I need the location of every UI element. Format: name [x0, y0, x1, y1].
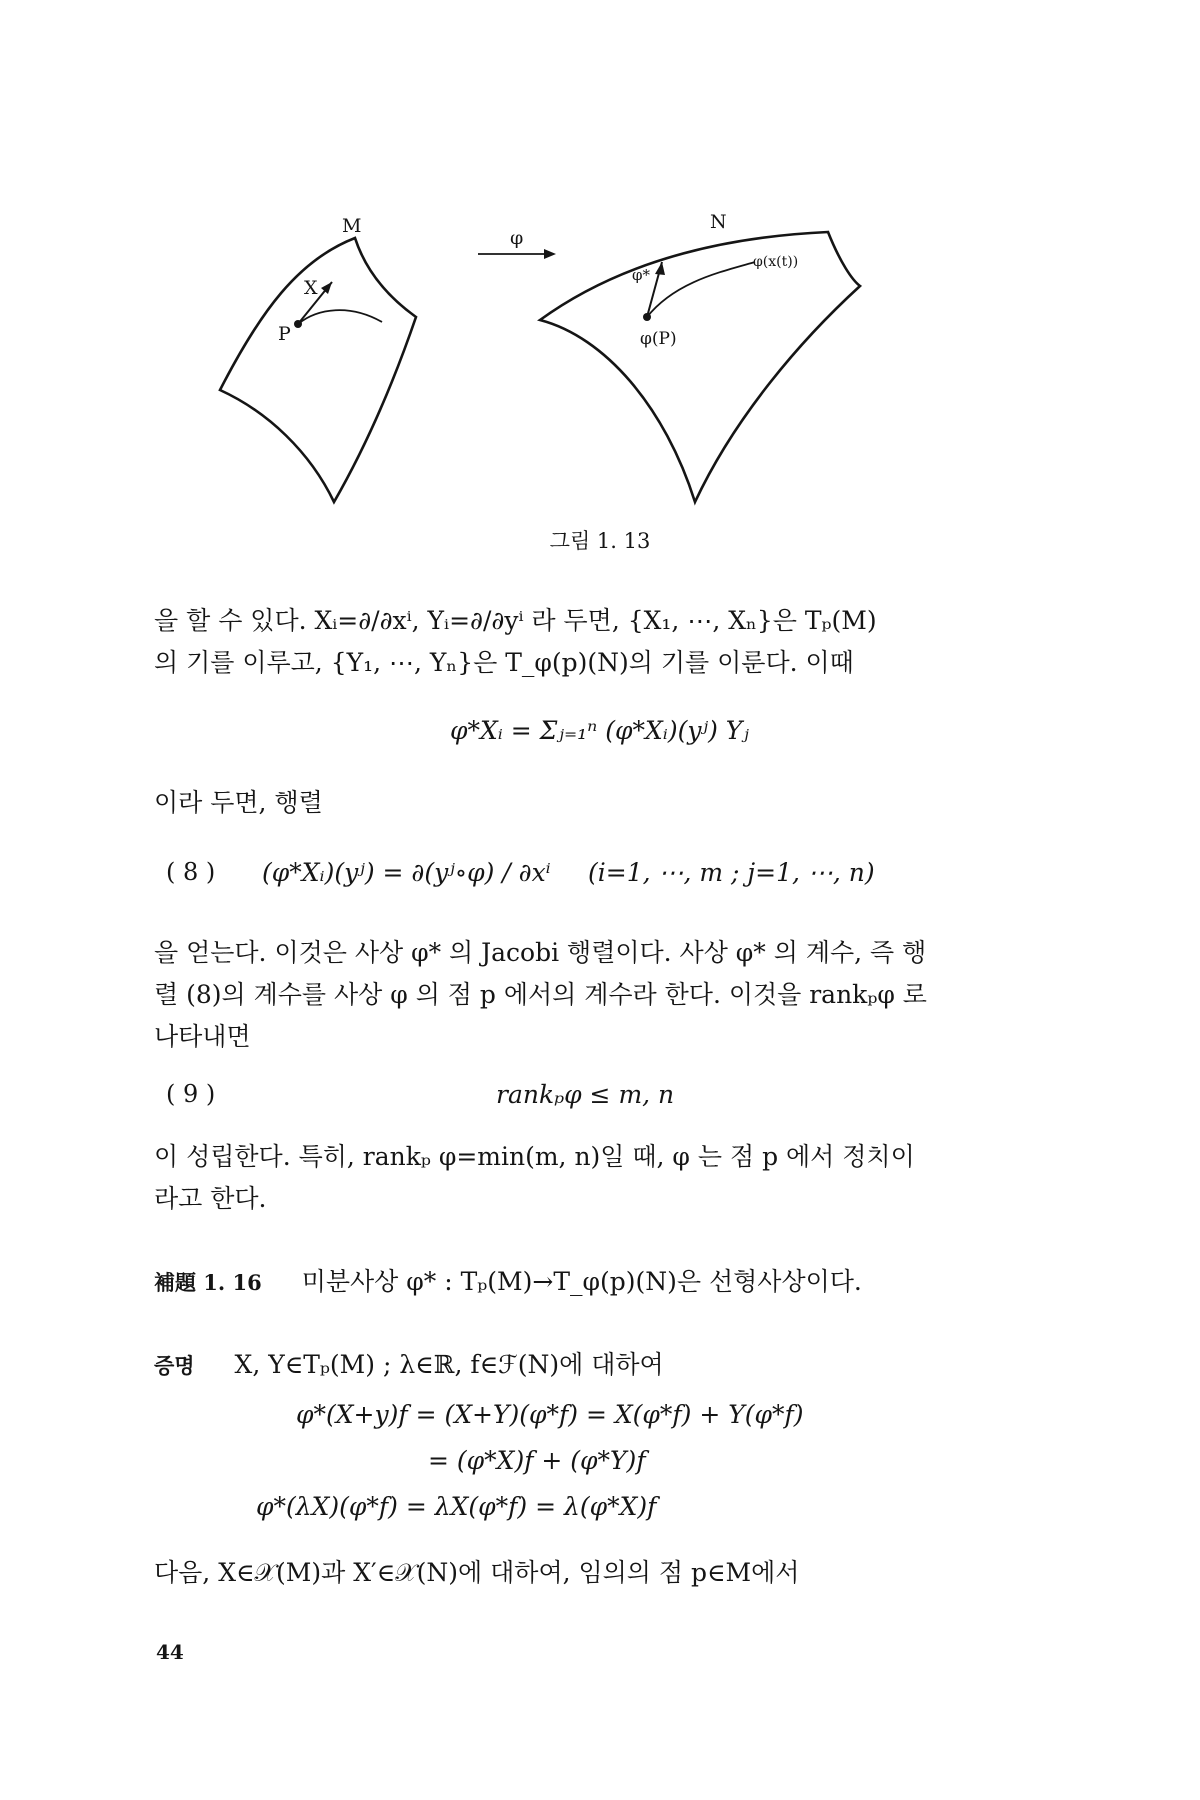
manifold-diagram	[220, 211, 1000, 528]
proof-equation-line: = (φ*X)f + (φ*Y)f	[428, 1446, 646, 1475]
label-m: M	[342, 215, 362, 237]
label-push: φ*	[632, 266, 651, 284]
paragraph-line: 라고 한다.	[154, 1184, 267, 1213]
arrowhead-pushed	[655, 262, 665, 275]
proof-tag: 증명	[154, 1353, 195, 1378]
paragraph-basis	[154, 600, 1046, 684]
label-phi-p: φ(P)	[640, 329, 677, 349]
equation-8-range: (i=1, ⋯, m ; j=1, ⋯, n)	[588, 858, 875, 887]
curve-in-m	[298, 310, 382, 324]
paragraph-line: 을 얻는다. 이것은 사상 φ* 의 Jacobi 행렬이다. 사상 φ* 의 계수, 즉 행	[154, 938, 927, 967]
label-p: P	[278, 323, 291, 345]
paragraph-next: 다음, X∈𝒳(M)과 X′∈𝒳(N)에 대하여, 임의의 점 p∈M에서	[154, 1558, 800, 1587]
equation-number-9: ( 9 )	[166, 1080, 216, 1108]
map-arrowhead	[544, 249, 556, 259]
equation-8: (φ*Xᵢ)(yʲ) = ∂(yʲ∘φ) / ∂xⁱ	[262, 858, 551, 887]
lemma-1-16	[154, 1262, 862, 1298]
page-number: 44	[156, 1640, 184, 1664]
equation-sum: φ*Xᵢ = Σⱼ₌₁ⁿ (φ*Xᵢ)(yʲ) Yⱼ	[450, 716, 749, 745]
paragraph-line: 을 할 수 있다. Xᵢ=∂/∂xⁱ, Yᵢ=∂/∂yⁱ 라 두면, {X₁, ⋯, Xₙ}은 Tₚ(M)	[154, 606, 877, 635]
equation-9: rankₚφ ≤ m, n	[496, 1080, 675, 1109]
label-curve-image: φ(x(t))	[753, 254, 799, 270]
manifold-m-surface	[220, 238, 416, 502]
proof-equation-line: φ*(λX)(φ*f) = λX(φ*f) = λ(φ*X)f	[256, 1492, 657, 1521]
label-n: N	[710, 211, 727, 233]
paragraph-regular	[154, 1136, 1046, 1220]
equation-number-8: ( 8 )	[166, 858, 216, 886]
lemma-tag: 補題 1. 16	[154, 1270, 262, 1295]
paragraph-jacobi	[154, 932, 1046, 1058]
label-x: X	[304, 277, 318, 299]
proof-intro-text: X, Y∈Tₚ(M) ; λ∈ℝ, f∈ℱ(N)에 대하여	[234, 1350, 664, 1379]
paragraph-line: 의 기를 이루고, {Y₁, ⋯, Yₙ}은 T_φ(p)(N)의 기를 이룬다. 이때	[154, 648, 854, 677]
proof-intro	[154, 1345, 664, 1381]
paragraph-matrix-intro: 이라 두면, 행렬	[154, 788, 323, 817]
paragraph-line: 이 성립한다. 특히, rankₚ φ=min(m, n)일 때, φ 는 점 p 에서 정치이	[154, 1142, 915, 1171]
manifold-map-figure	[220, 211, 1000, 528]
paragraph-line: 나타내면	[154, 1022, 251, 1051]
manifold-n-surface	[540, 232, 860, 502]
proof-equation-line: φ*(X+y)f = (X+Y)(φ*f) = X(φ*f) + Y(φ*f)	[296, 1400, 804, 1429]
paragraph-line: 렬 (8)의 계수를 사상 φ 의 점 p 에서의 계수라 한다. 이것을 rankₚφ 로	[154, 980, 927, 1009]
figure-caption: 그림 1. 13	[549, 529, 651, 553]
lemma-body: 미분사상 φ* : Tₚ(M)→T_φ(p)(N)은 선형사상이다.	[301, 1267, 862, 1296]
label-phi: φ	[510, 227, 524, 249]
